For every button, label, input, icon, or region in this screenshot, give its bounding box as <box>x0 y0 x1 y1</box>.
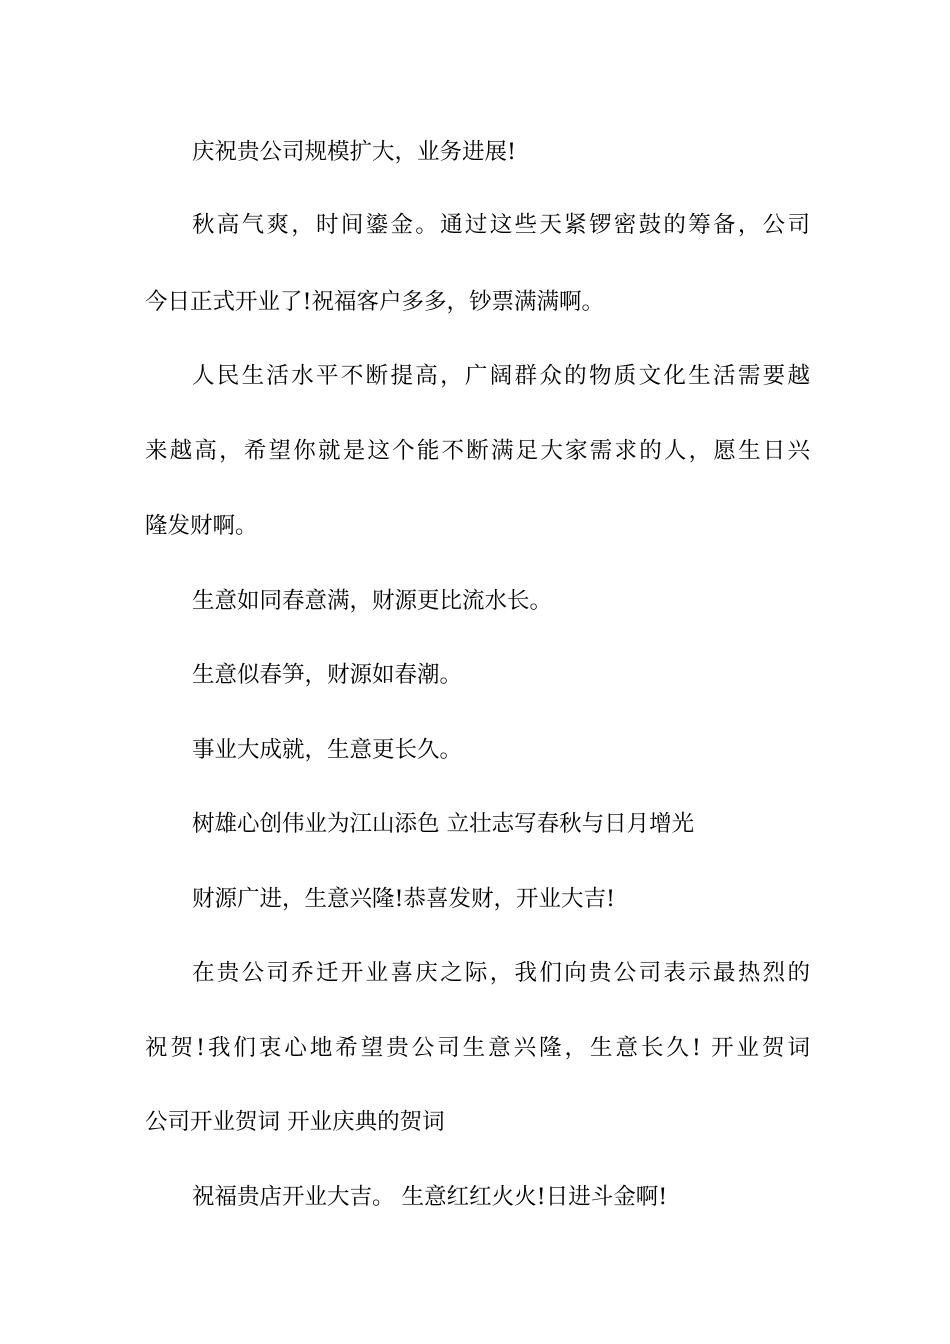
paragraph-line: 事业大成就，生意更长久。 <box>192 737 463 763</box>
paragraph-line: 公司开业贺词 开业庆典的贺词 <box>145 1109 445 1135</box>
paragraph-line: 今日正式开业了!祝福客户多多，钞票满满啊。 <box>145 289 605 315</box>
paragraph-line: 生意似春笋，财源如春潮。 <box>192 662 463 688</box>
paragraph-line: 生意如同春意满，财源更比流水长。 <box>192 588 553 614</box>
paragraph-line: 在贵公司乔迁开业喜庆之际，我们向贵公司表示最热烈的 <box>192 960 810 986</box>
paragraph-line: 树雄心创伟业为江山添色 立壮志写春秋与日月增光 <box>192 811 695 837</box>
paragraph-line: 庆祝贵公司规模扩大，业务进展! <box>192 139 517 165</box>
paragraph-line: 财源广进，生意兴隆!恭喜发财，开业大吉! <box>192 886 616 912</box>
paragraph-line: 祝贺!我们衷心地希望贵公司生意兴隆，生意长久! 开业贺词 <box>145 1035 810 1061</box>
paragraph-line: 祝福贵店开业大吉。 生意红红火火!日进斗金啊! <box>192 1184 668 1210</box>
paragraph-line: 人民生活水平不断提高，广阔群众的物质文化生活需要越 <box>192 363 810 389</box>
paragraph-line: 秋高气爽，时间鎏金。通过这些天紧锣密鼓的筹备，公司 <box>192 212 810 238</box>
paragraph-line: 来越高，希望你就是这个能不断满足大家需求的人，愿生日兴 <box>145 438 810 464</box>
paragraph-line: 隆发财啊。 <box>145 513 258 539</box>
